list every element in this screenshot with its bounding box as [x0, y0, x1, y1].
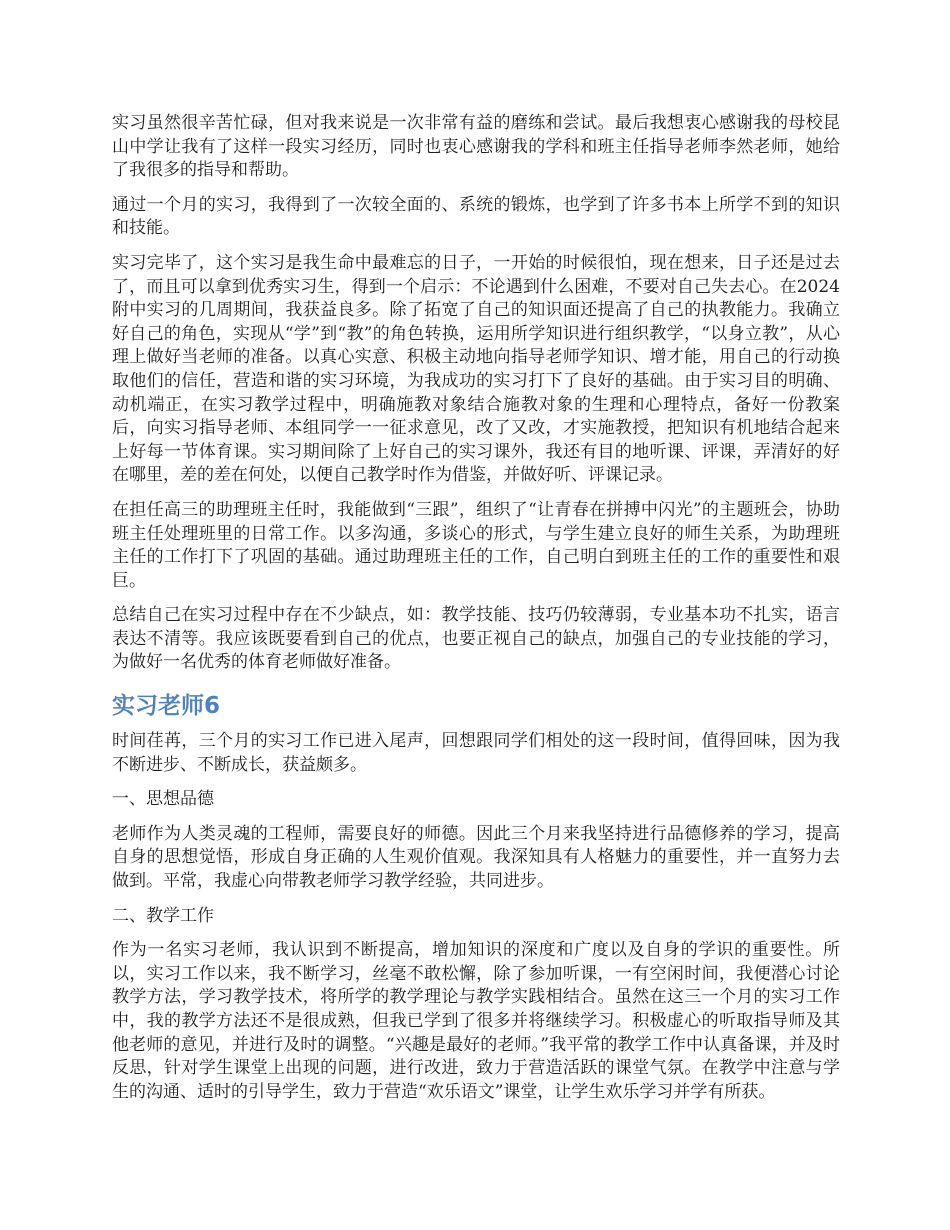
paragraph-shortcomings: 总结自己在实习过程中存在不少缺点，如：教学技能、技巧仍较薄弱，专业基本功不扎实，语言表达不清等。我应该既要看到自己的优点，也要正视自己的缺点，加强自己的专业技能的学习，为做好一名优秀的体育老师做好准备。 [112, 605, 840, 673]
subheading-teaching-work: 二、教学工作 [112, 905, 214, 926]
paragraph-intro: 时间荏苒，三个月的实习工作已进入尾声，回想跟同学们相处的这一段时间，值得回味，因为我不断进步、不断成长，获益颇多。 [112, 731, 840, 775]
document-body [112, 112, 840, 1115]
paragraph-teaching-work: 作为一名实习老师，我认识到不断提高，增加知识的深度和广度以及自身的学识的重要性。所以，实习工作以来，我不断学习，丝毫不敢松懈，除了参加听课，一有空闲时间，我便潜心讨论教学方法，学习教学技术，将所学的教学理论与教学实践相结合。虽然在这三一个月的实习工作中，我的教学方法还不是很成熟，但我已学到了很多并将继续学习。积极虚心的听取指导师及其他老师的意见，并进行及时的调整。“兴趣是最好的老师。”我平常的教学工作中认真备课，并及时反思，针对学生课堂上出现的问题，进行改进，致力于营造活跃的课堂气氛。在教学中注意与学生的沟通、适时的引导学生，致力于营造“欢乐语文”课堂，让学生欢乐学习并学有所获。 [112, 940, 840, 1102]
paragraph-internship-reflection: 实习完毕了，这个实习是我生命中最难忘的日子，一开始的时候很怕，现在想来，日子还是过去了，而且可以拿到优秀实习生，得到一个启示：不论遇到什么困难，不要对自己失去心。在2024附中实习的几周期间，我获益良多。除了拓宽了自己的知识面还提高了自己的执教能力。我确立好自己的角色，实现从“学”到“教”的角色转换，运用所学知识进行组织教学，“以身立教”，从心理上做好当老师的准备。以真心实意、积极主动地向指导老师学知识、增才能，用自己的行动换取他们的信任，营造和谐的实习环境，为我成功的实习打下了良好的基础。由于实习目的明确、动机端正，在实习教学过程中，明确施教对象结合施教对象的生理和心理特点，备好一份教案后，向实习指导老师、本组同学一一征求意见，改了又改，才实施教授，把知识有机地结合起来上好每一节体育课。实习期间除了上好自己的实习课外，我还有目的地听课、评课，弄清好的好在哪里，差的差在何处，以便自己教学时作为借鉴，并做好听、评课记录。 [112, 252, 840, 486]
paragraph-assistant-head-teacher: 在担任高三的助理班主任时，我能做到“三跟”，组织了“让青春在拼搏中闪光”的主题班会，协助班主任处理班里的日常工作。以多沟通，多谈心的形式，与学生建立良好的师生关系，为助理班主任的工作打下了巩固的基础。通过助理班主任的工作，自己明白到班主任的工作的重要性和艰巨。 [112, 499, 840, 591]
paragraph-one-month-summary: 通过一个月的实习，我得到了一次较全面的、系统的锻炼，也学到了许多书本上所学不到的知识和技能。 [112, 194, 840, 239]
paragraph-gratitude: 实习虽然很辛苦忙碌，但对我来说是一次非常有益的磨练和尝试。最后我想衷心感谢我的母校昆山中学让我有了这样一段实习经历，同时也衷心感谢我的学科和班主任指导老师李然老师，她给了我很多的指导和帮助。 [112, 113, 840, 181]
paragraph-teacher-ethics: 老师作为人类灵魂的工程师，需要良好的师德。因此三个月来我坚持进行品德修养的学习，提高自身的思想觉悟，形成自身正确的人生观价值观。我深知具有人格魅力的重要性，并一直努力去做到。平常，我虚心向带教老师学习教学经验，共同进步。 [112, 823, 840, 892]
subheading-ideology-morality: 一、思想品德 [112, 789, 214, 810]
section-heading: 实习老师6 [112, 693, 221, 720]
